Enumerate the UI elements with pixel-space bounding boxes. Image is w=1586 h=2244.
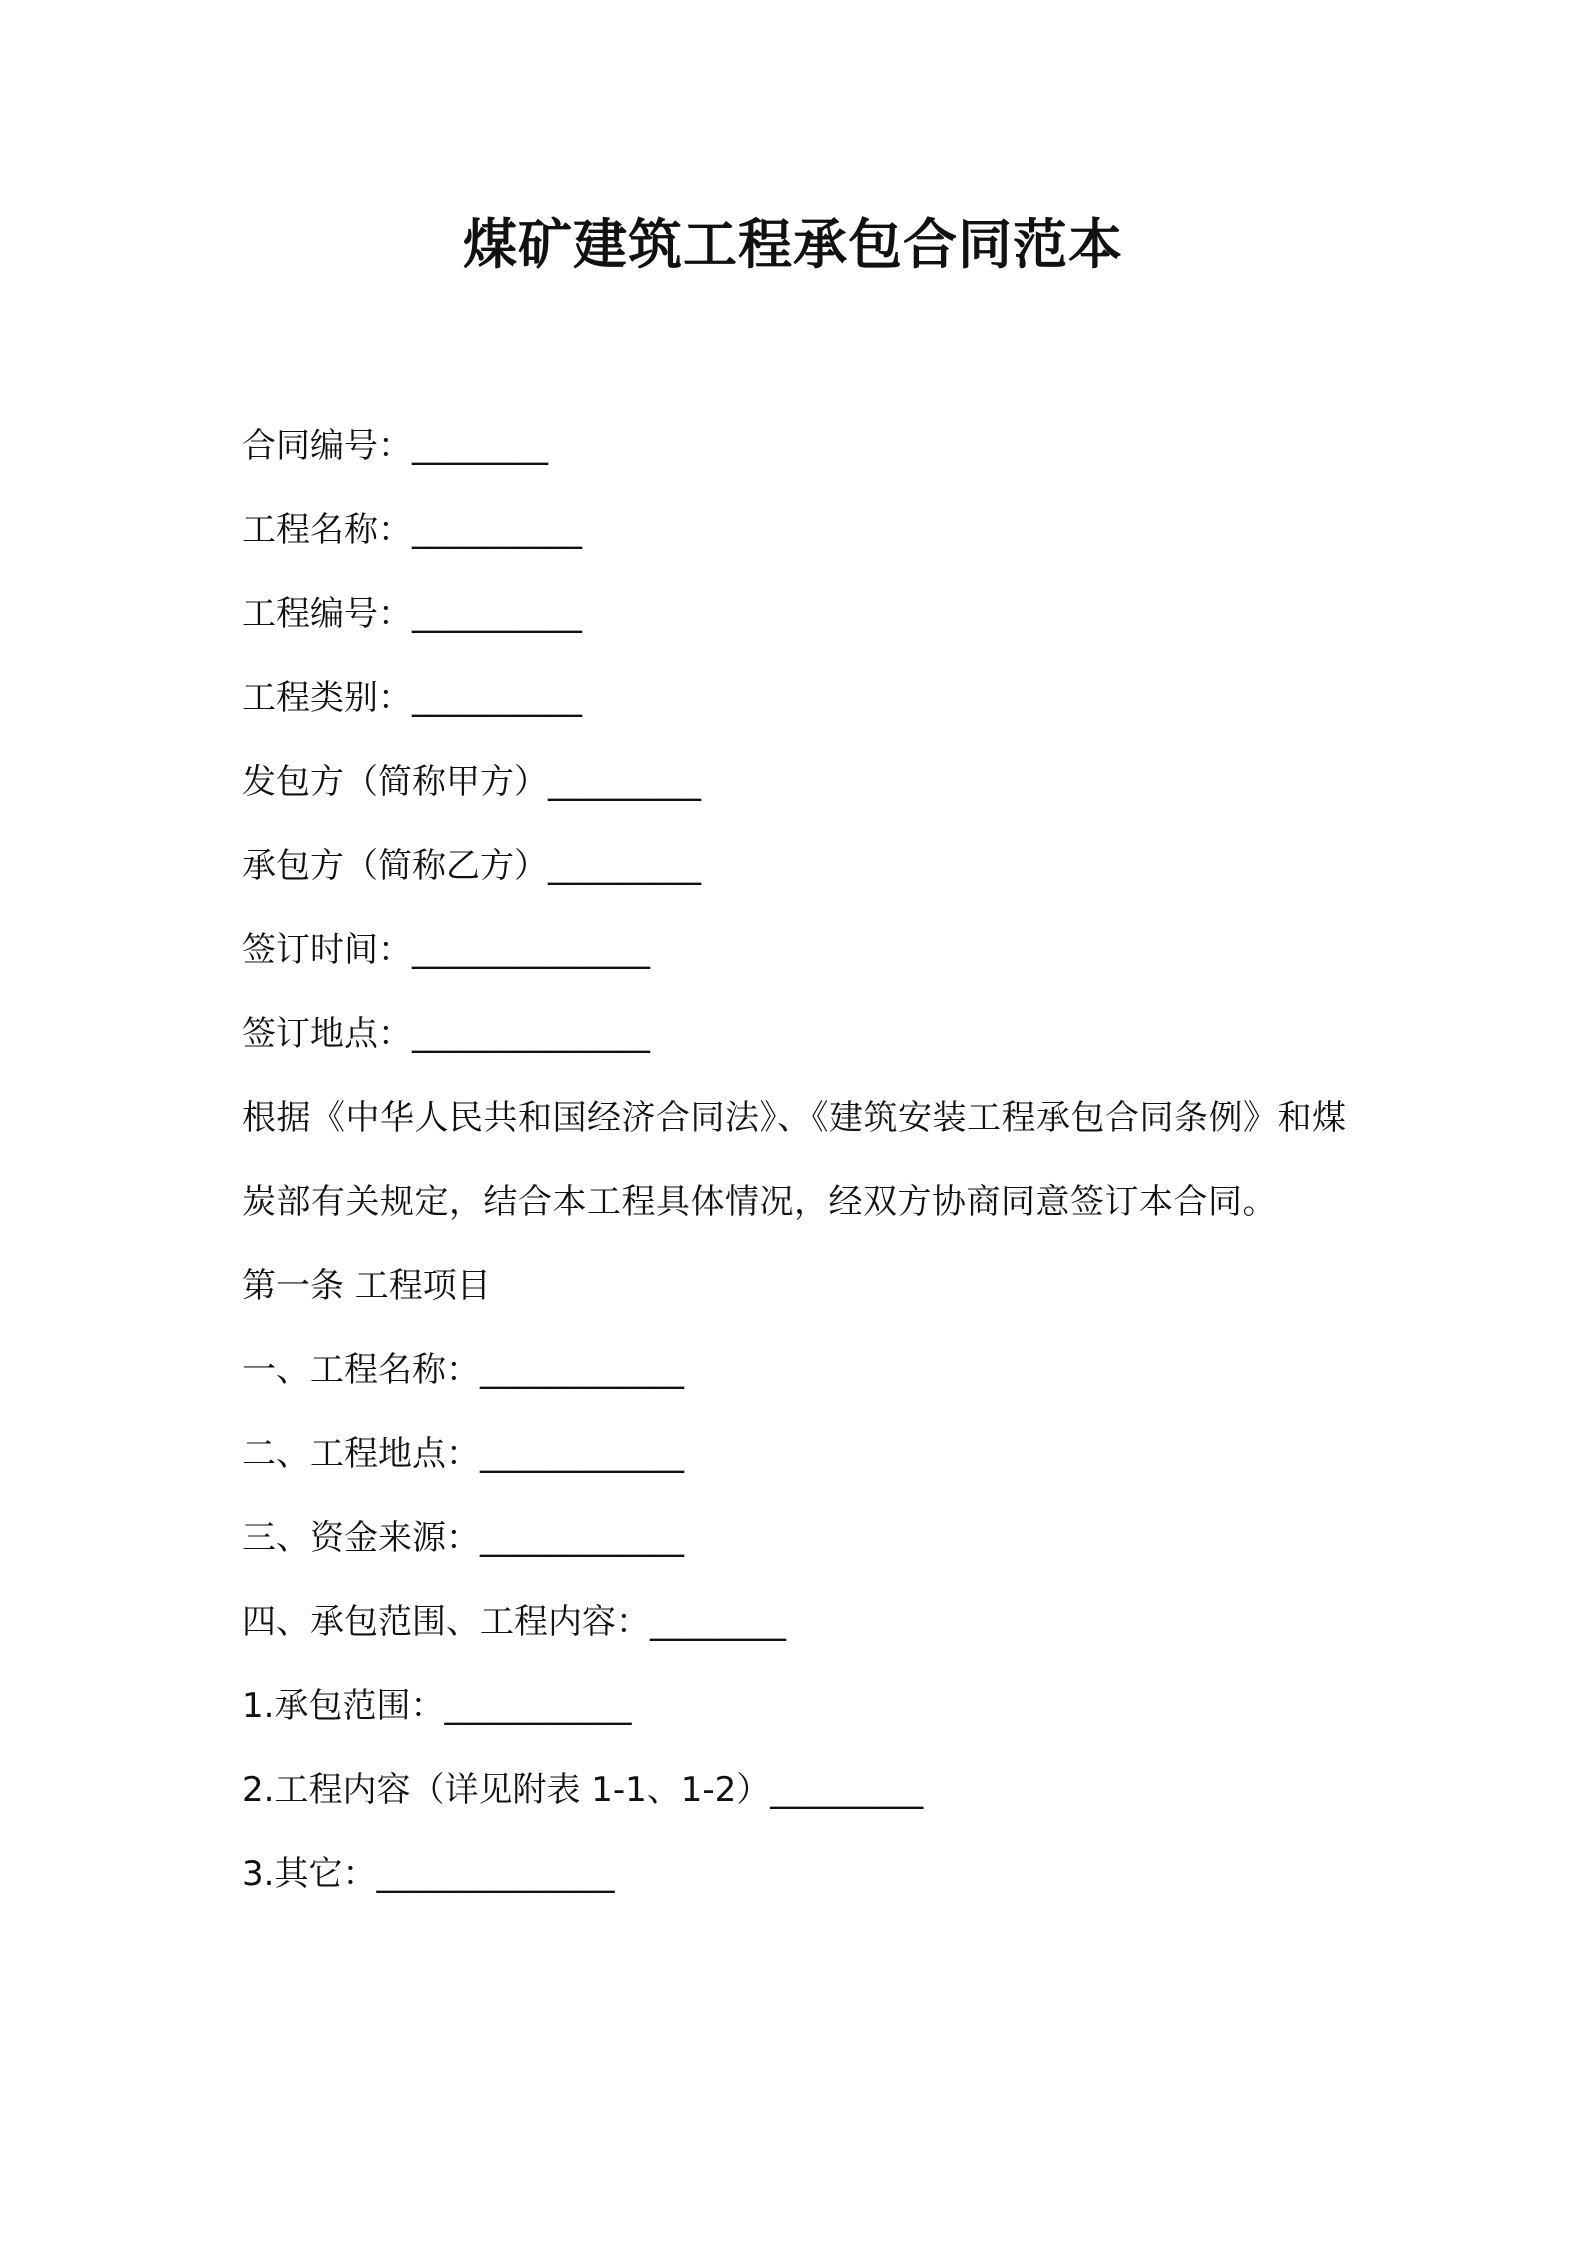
article-1-item: 二、工程地点：____________ [242,1434,684,1474]
party-a-field: 发包方（简称甲方）_________ [242,762,701,802]
signing-place-field: 签订地点：______________ [242,1014,650,1054]
article-1-subitem: 2.工程内容（详见附表 1-1、1-2）_________ [242,1770,924,1810]
contract-number-field: 合同编号：________ [242,426,548,466]
project-name-field: 工程名称：__________ [242,510,582,550]
article-1-subitem: 1.承包范围：___________ [242,1686,632,1726]
project-category-field: 工程类别：__________ [242,678,582,718]
article-1-item: 三、资金来源：____________ [242,1518,684,1558]
preamble-paragraph: 根据《中华人民共和国经济合同法》、《建筑安装工程承包合同条例》和煤炭部有关规定，结合本工程具体情况，经双方协商同意签订本合同。 [242,1098,1347,1222]
article-1-subitem: 3.其它：______________ [242,1854,615,1894]
article-1-item: 一、工程名称：____________ [242,1350,684,1390]
article-1-item: 四、承包范围、工程内容：________ [242,1602,786,1642]
document-title: 煤矿建筑工程承包合同范本 [463,213,1123,276]
article-1-heading: 第一条 工程项目 [242,1266,491,1306]
party-b-field: 承包方（简称乙方）_________ [242,846,701,886]
signing-time-field: 签订时间：______________ [242,930,650,970]
document-body [242,404,1372,1916]
project-number-field: 工程编号：__________ [242,594,582,634]
